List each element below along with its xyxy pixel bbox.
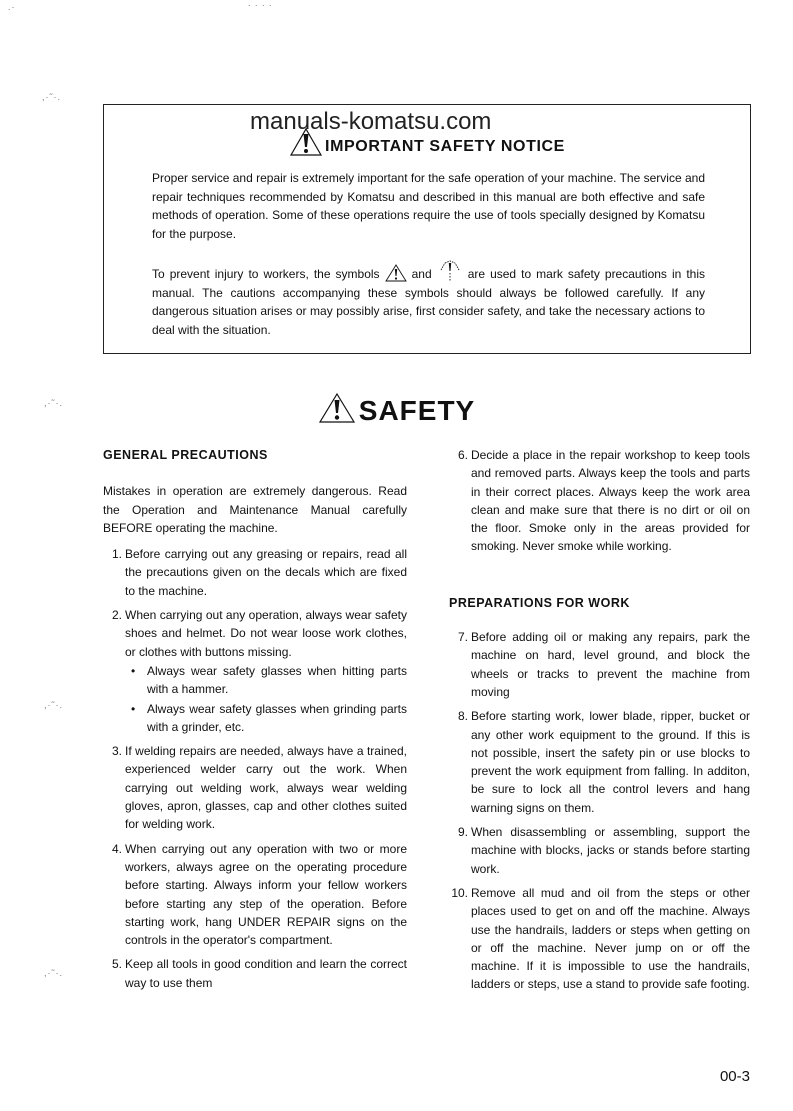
list-item: 1. Before carrying out any greasing or repairs, read all the precautions given on the decals which are fixed to the machine. <box>111 547 407 598</box>
warning-triangle-icon <box>318 392 356 424</box>
scan-speck: ,·˜·. <box>44 398 63 408</box>
list-item: 8. Before starting work, lower blade, ripper, bucket or any other work equipment to the ground. If this is not possible, insert the safety pin or use blocks to prevent the work equipment from falling. In additon, be sure to lock all the control levers and hang warning signs on them. <box>457 709 750 815</box>
left-column <box>103 446 407 998</box>
watermark: manuals-komatsu.com <box>250 108 492 135</box>
list-item: 2. When carrying out any operation, always wear safety shoes and helmet. Do not wear loose work clothes, or clothes with buttons missing. • Always wear safety glasses when hitting parts with a hammer. • Always wear safety glasses when grinding parts with a grinder, etc. <box>103 606 407 736</box>
bullet-item: • Always wear safety glasses when hitting parts with a hammer. <box>131 663 407 697</box>
notice-title: IMPORTANT SAFETY NOTICE <box>104 127 750 157</box>
list-item: 3. If welding repairs are needed, always have a trained, experienced welder carry out the work. When carrying out welding work, always wear welding gloves, apron, glasses, cap and other clothes suited for welding work. <box>111 744 407 832</box>
warning-triangle-icon <box>385 264 407 282</box>
list-item: 7. Before adding oil or making any repairs, park the machine on hard, level ground, and block the wheels or tracks to prevent the machine from moving <box>457 630 750 699</box>
scan-speck: ,·˜·. <box>44 968 63 978</box>
right-column <box>449 446 750 1000</box>
safety-title: SAFETY <box>0 392 793 427</box>
list-item: 9. When disassembling or assembling, support the machine with blocks, jacks or stands before starting work. <box>457 825 750 876</box>
list-item: 6. Decide a place in the repair workshop to keep tools and removed parts. Always keep the tools and parts in their correct places. Always keep the work area clean and make sure that there is no dirt or oil on the floor. Smoke only in the areas provided for smoking. Never smoke while working. <box>457 448 750 554</box>
page-number: 00-3 <box>719 1068 750 1085</box>
important-safety-notice-box <box>103 104 751 354</box>
notice-paragraph-2: To prevent injury to workers, the symbols and are used to mark safety precautions in this manual. The cautions accompanying these symbols should always be followed carefully. If any dangerous situation arises or may possibly arise, first consider safety, and take the necessary actions to deal with the situation. <box>152 260 705 339</box>
caution-symbol-icon <box>437 260 463 282</box>
list-item: 4. When carrying out any operation with two or more workers, always agree on the operating procedure before starting. Always inform your fellow workers before starting any step of the operation. Before starting work, hang UNDER REPAIR signs on the controls in the operator's compartment. <box>111 841 407 948</box>
bullet-icon: • <box>131 663 136 678</box>
scan-speck: .· <box>8 2 16 12</box>
general-intro: Mistakes in operation are extremely dangerous. Read the Operation and Maintenance Manual carefully BEFORE operating the machine. <box>103 484 407 535</box>
scan-speck: . . . . <box>248 0 273 8</box>
preparations-heading: PREPARATIONS FOR WORK <box>449 595 630 610</box>
list-item: 5. Keep all tools in good condition and learn the correct way to use them <box>111 957 407 990</box>
bullet-icon: • <box>131 701 136 716</box>
notice-paragraph-1: Proper service and repair is extremely important for the safe operation of your machine. The service and repair techniques recommended by Komatsu and described in this manual are both effective and safe methods of operation. Some of these operations require the use of tools specially designed by Komatsu for the purpose. <box>152 171 705 241</box>
scan-speck: ,·˜·. <box>42 92 61 102</box>
bullet-item: • Always wear safety glasses when grinding parts with a grinder, etc. <box>131 701 407 734</box>
list-item: 10. Remove all mud and oil from the steps or other places used to get on and off the machine. Always use the handrails, ladders or steps when getting on or off the machine. Never jump on or off the machine. If it is impossible to use the handrails, ladders or steps, use a stand to provide safe footing. <box>451 885 750 992</box>
scan-speck: ,·˜·. <box>44 700 63 710</box>
general-precautions-heading: GENERAL PRECAUTIONS <box>103 448 268 462</box>
